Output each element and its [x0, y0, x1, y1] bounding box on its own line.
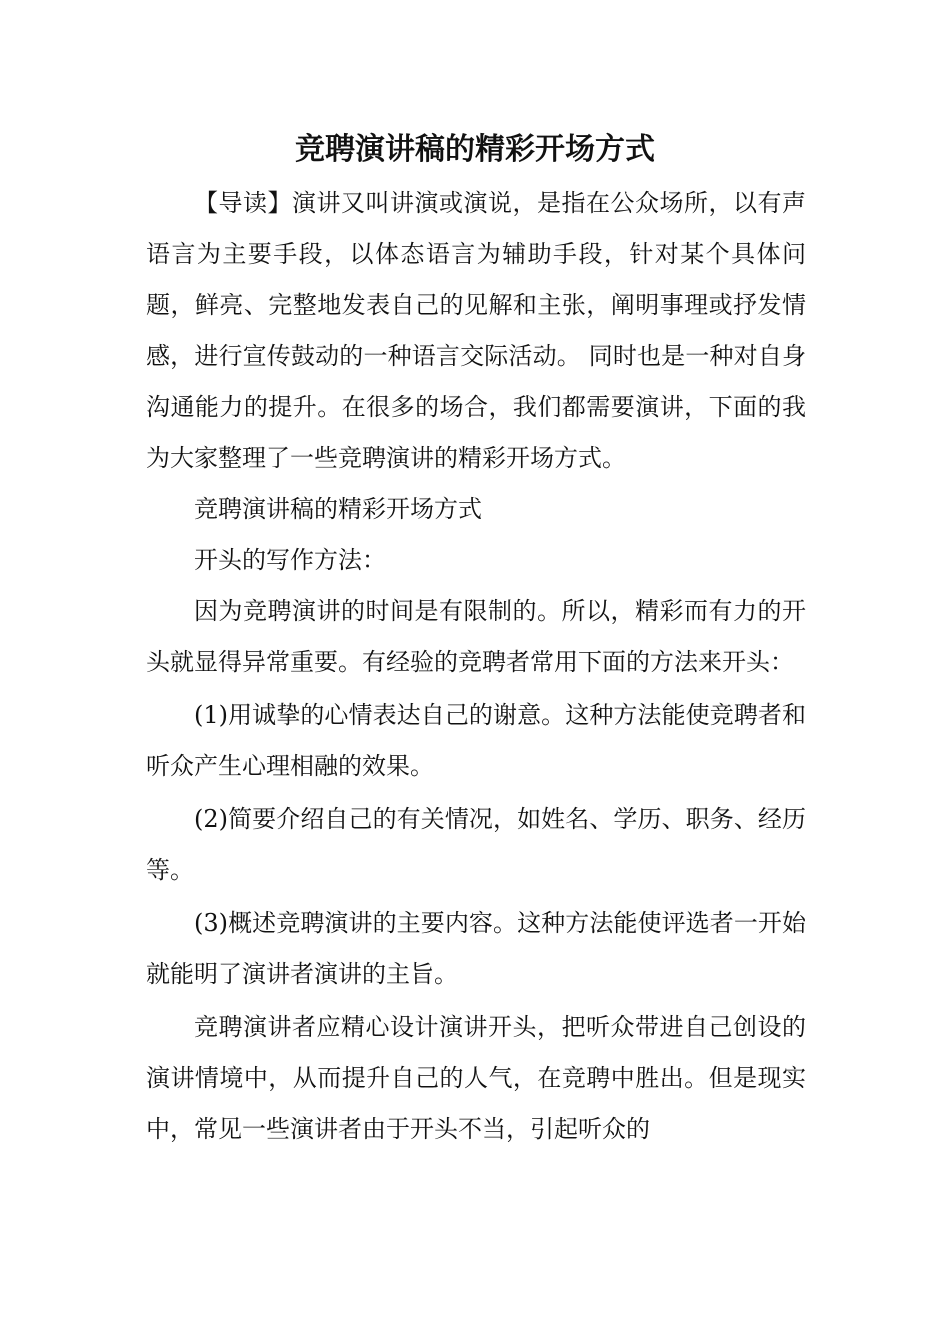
paragraph-method-heading: 开头的写作方法：	[194, 546, 386, 574]
paragraph-importance: 因为竞聘演讲的时间是有限制的。所以，精彩而有力的开头就显得异常重要。有经验的竞聘者常用下面的方法来开头：	[146, 597, 806, 676]
paragraph-method-1: (1)用诚挚的心情表达自己的谢意。这种方法能使竞聘者和听众产生心理相融的效果。	[146, 701, 806, 780]
document-body	[146, 178, 806, 1155]
paragraph-method-2: (2)简要介绍自己的有关情况，如姓名、学历、职务、经历等。	[146, 805, 806, 884]
paragraph-subtitle: 竞聘演讲稿的精彩开场方式	[194, 495, 482, 523]
paragraph-intro: 【导读】演讲又叫讲演或演说，是指在公众场所，以有声语言为主要手段，以体态语言为辅助手段，针对某个具体问题，鲜亮、完整地发表自己的见解和主张，阐明事理或抒发情感，进行宣传鼓动的一种语言交际活动。 同时也是一种对自身沟通能力的提升。在很多的场合，我们都需要演讲，下面的我为大家整理了一些竞聘演讲的精彩开场方式。	[146, 189, 806, 472]
paragraph-method-3: (3)概述竞聘演讲的主要内容。这种方法能使评选者一开始就能明了演讲者演讲的主旨。	[146, 909, 806, 988]
document-title: 竞聘演讲稿的精彩开场方式	[295, 132, 655, 167]
paragraph-conclusion: 竞聘演讲者应精心设计演讲开头，把听众带进自己创设的演讲情境中，从而提升自己的人气，在竞聘中胜出。但是现实中，常见一些演讲者由于开头不当，引起听众的	[146, 1013, 806, 1143]
